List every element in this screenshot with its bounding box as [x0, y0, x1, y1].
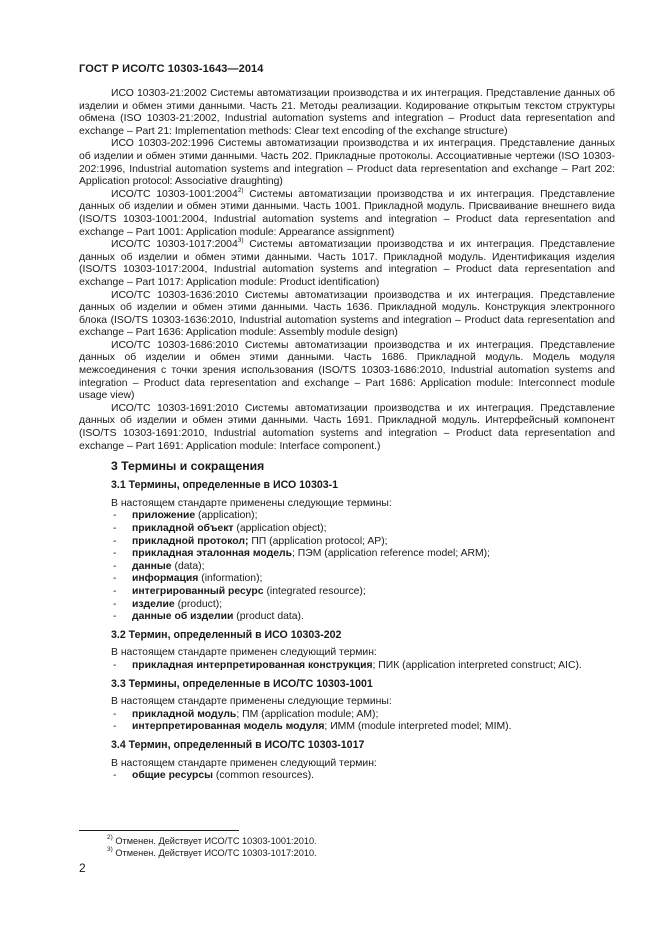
term-english: (integrated resource);	[263, 585, 366, 597]
subsection-intro: В настоящем стандарте применен следующий термин:	[111, 757, 377, 769]
bullet: -	[113, 770, 117, 782]
reference-title: Системы автоматизации производства и их интеграция. Представление данных об изделии и обмен этими данными. Часть 1001. Прикладной модуль. Присваивание внешнего вида (ISO/TS 10303-1001:2004, Industrial automation systems and integration – Product data representation and exchange – Part 1001: Application module: Appearance assignment)	[79, 188, 615, 238]
subsection-intro: В настоящем стандарте применены следующие термины:	[111, 696, 392, 708]
term: приложение	[132, 510, 196, 522]
reference-iso-10303-21: ИСО 10303-21:2002 Системы автоматизации производства и их интеграция. Представление данных об изделии и обмен этими данными. Часть 21. Методы реализации. Кодирование открытым текстом структуры обмена (ISO 10303-21:2002, Industrial automation systems and integration – Product data representation and exchange – Part 21: Implementation methods: Clear text encoding of the exchange structure)	[79, 88, 615, 137]
list-item	[79, 510, 615, 523]
footnote-divider	[79, 830, 239, 831]
term-english: (product data).	[233, 611, 304, 623]
reference-iso-ts-10303-1017	[79, 239, 615, 289]
reference-iso-ts-10303-1001	[79, 186, 615, 239]
footnote	[107, 845, 317, 860]
reference-code: ИСО/ТС 10303-1001:2004	[111, 188, 238, 200]
term-english: (data);	[171, 560, 205, 572]
term-english: (application);	[195, 510, 258, 522]
term: прикладная интерпретированная конструкция	[132, 659, 373, 671]
term-english: (information);	[198, 573, 263, 585]
bullet: -	[113, 598, 117, 610]
bullet: -	[113, 560, 117, 572]
page-number: 2	[79, 861, 86, 875]
document-body	[79, 88, 615, 785]
term: интегрированный ресурс	[132, 585, 264, 597]
term-list	[79, 510, 615, 623]
list-item	[79, 573, 615, 586]
reference-iso-ts-10303-1636: ИСО/ТС 10303-1636:2010 Системы автоматизации производства и их интеграция. Представление данных об изделии и обмен этими данными. Часть 1636. Прикладной модуль. Конструкция электронного блока (ISO/TS 10303-1636:2010, Industrial automation systems and integration – Product data representation and exchange – Part 1636: Application module: Assembly module design)	[79, 289, 615, 339]
bullet: -	[113, 535, 117, 547]
list-item	[79, 721, 615, 734]
term: прикладной протокол;	[132, 535, 249, 547]
list-item	[79, 770, 615, 783]
reference-iso-ts-10303-1691: ИСО/ТС 10303-1691:2010 Системы автоматизации производства и их интеграция. Представление данных об изделии и обмен этими данными. Часть 1691. Прикладной модуль. Интерфейсный компонент (ISO/TS 10303-1691:2010, Industrial automation systems and integration – Product data representation and exchange – Part 1691: Application module: Interface component.)	[79, 402, 615, 452]
term: данные об изделии	[132, 611, 234, 623]
term: общие ресурсы	[132, 770, 213, 782]
reference-iso-10303-202: ИСО 10303-202:1996 Системы автоматизации производства и их интеграция. Представление данных об изделии и обмен этими данными. Часть 202. Прикладные протоколы. Ассоциативные чертежи (ISO 10303-202:1996, Industrial automation systems and integration – Product data representation and exchange – Part 202: Application protocol: Associative draughting)	[79, 138, 615, 188]
footnote-text: Отменен. Действует ИСО/ТС 10303-1017:2010.	[112, 847, 317, 858]
term-english: ; ИММ (module interpreted model; MIM).	[324, 721, 512, 733]
subsection-intro: В настоящем стандарте применены следующие термины:	[111, 497, 392, 509]
term-english: (product);	[174, 598, 223, 610]
subsection-intro: В настоящем стандарте применен следующий термин:	[111, 647, 377, 659]
list-item	[79, 709, 615, 722]
term: прикладной объект	[132, 523, 234, 534]
list-item	[79, 660, 615, 673]
bullet: -	[113, 659, 117, 671]
bullet: -	[113, 611, 117, 623]
bullet: -	[113, 548, 117, 560]
term-english: (application object);	[233, 523, 327, 534]
bullet: -	[113, 523, 117, 534]
bullet: -	[113, 585, 117, 597]
term: данные	[132, 560, 172, 572]
term-list	[79, 709, 615, 734]
term-english: ; ПЭМ (application reference model; ARM);	[292, 548, 490, 560]
list-item	[79, 611, 615, 624]
bullet: -	[113, 510, 117, 522]
subsection-title: 3.3 Термины, определенные в ИСО/ТС 10303-1001	[111, 677, 373, 690]
subsection-title: 3.4 Термин, определенный в ИСО/ТС 10303-1017	[111, 738, 365, 751]
subsection-title: 3.2 Термин, определенный в ИСО 10303-202	[111, 628, 342, 641]
term: информация	[132, 573, 199, 585]
document-header: ГОСТ Р ИСО/ТС 10303-1643—2014	[79, 63, 264, 75]
footnote-text: Отменен. Действует ИСО/ТС 10303-1001:2010.	[112, 836, 317, 846]
term: прикладная эталонная модель	[132, 548, 292, 560]
term-english: ; ПМ (application module; AM);	[236, 708, 379, 720]
reference-title: Системы автоматизации производства и их интеграция. Представление данных об изделии и обмен этими данными. Часть 1017. Прикладной модуль. Идентификация изделия (ISO/TS 10303-1017:2004, Industrial automation systems and integration – Product data representation and exchange – Part 1017: Application module: Product identification)	[79, 239, 615, 288]
list-item	[79, 536, 615, 549]
section-title: 3 Термины и сокращения	[111, 459, 265, 474]
footnote-mark: 2)	[107, 834, 113, 841]
footnote-ref[interactable]: 3)	[237, 237, 244, 245]
footnotes	[107, 836, 317, 859]
reference-code: ИСО/ТС 10303-1017:2004	[111, 239, 238, 251]
reference-iso-ts-10303-1686: ИСО/ТС 10303-1686:2010 Системы автоматизации производства и их интеграция. Представление данных об изделии и обмен этими данными. Часть 1686. Прикладной модуль. Модель модуля межсоединения с точки зрения использования (ISO/TS 10303-1686:2010, Industrial automation systems and integration – Product data representation and exchange – Part 1686: Application module: Interconnect module usage view)	[79, 339, 615, 402]
term-english: (common resources).	[213, 770, 315, 782]
list-item	[79, 586, 615, 599]
bullet: -	[113, 708, 117, 720]
term: прикладной модуль	[132, 708, 237, 720]
footnote	[107, 836, 317, 848]
footnote-ref[interactable]: 2)	[237, 186, 244, 194]
bullet: -	[113, 721, 117, 733]
list-item	[79, 561, 615, 574]
bullet: -	[113, 573, 117, 585]
term-english: ; ПИК (application interpreted construct; AIC).	[372, 659, 582, 671]
term-list	[79, 770, 615, 783]
term: интерпретированная модель модуля	[132, 721, 325, 733]
list-item	[79, 548, 615, 561]
footnote-mark: 3)	[107, 845, 113, 853]
term-list	[79, 660, 615, 673]
list-item	[79, 599, 615, 612]
list-item	[79, 523, 615, 536]
term-english: ПП (application protocol; AP);	[248, 535, 388, 547]
subsection-title: 3.1 Термины, определенные в ИСО 10303-1	[111, 479, 339, 492]
term: изделие	[132, 598, 175, 610]
